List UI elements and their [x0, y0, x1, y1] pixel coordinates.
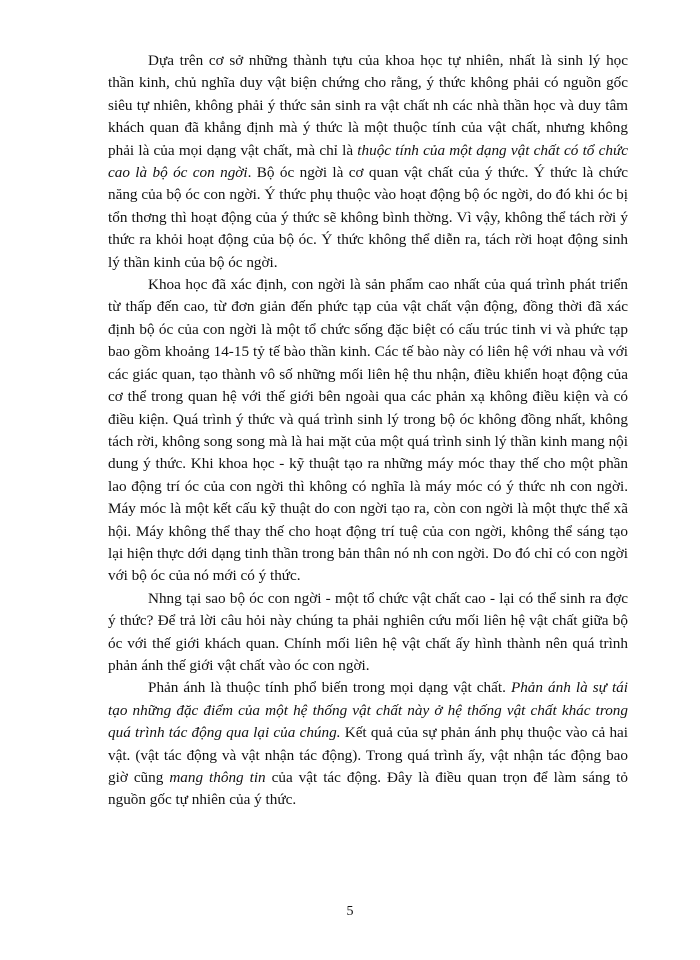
- paragraph-4: [108, 677, 628, 811]
- paragraph-4-text-1: Phản ánh là thuộc tính phổ biến trong mọi dạng vật chất.: [148, 679, 511, 697]
- paragraph-3: [108, 588, 628, 678]
- paragraph-2-text-1: Khoa học đã xác định, con ngời là sản phẩm cao nhất của quá trình phát triển từ thấp đến cao, từ đơn giản đến phức tạp của vật chất vận động, đồng thời đã xác định bộ óc của con ngời là một tổ chức sống đặc biệt có cấu trúc tinh vi và phức tạp bao gồm khoảng 14-15 tỷ tế bào thần kinh. Các tế bào này có liên hệ với nhau và với các giác quan, tạo thành vô số những mối liên hệ thu nhận, điều khiển hoạt động của cơ thể trong quan hệ với thế giới bên ngoài qua các phản xạ không điều kiện và có điều kiện. Quá trình ý thức và quá trình sinh lý trong bộ óc không đồng nhất, không tách rời, không song song mà là hai mặt của một quá trình sinh lý thần kinh mang nội dung ý thức. Khi khoa học - kỹ thuật tạo ra những máy móc thay thế cho một phần lao động trí óc của con ngời thì không có nghĩa là máy móc có ý thức nh con ngời. Máy móc là một kết cấu kỹ thuật do con ngời tạo ra, còn con ngời là một thực thể xã hội. Máy không thể thay thế cho hoạt động trí tuệ của con ngời, không thể sáng tạo lại hiện thực dới dạng tinh thần trong bản thân nó nh con ngời. Do đó chỉ có con ngời với bộ óc của nó mới có ý thức.: [108, 276, 628, 585]
- paragraph-1-text-2: . Bộ óc ngời là cơ quan vật chất của ý thức. Ý thức là chức năng của bộ óc con ngời. Ý thức phụ thuộc vào hoạt động bộ óc ngời, do đó khi óc bị tổn thơng thì hoạt động của ý thức sẽ không bình thờng. Vì vậy, không thể tách rời ý thức ra khỏi hoạt động của bộ óc. Ý thức không thể diễn ra, tách rời hoạt động sinh lý thần kinh của bộ óc ngời.: [108, 164, 628, 271]
- page-number: 5: [346, 904, 354, 919]
- paragraph-4-italic-1: Phản ánh là sự tái tạo những đặc điểm của một hệ thống vật chất này ở hệ thống vật chất khác trong quá trình tác động qua lại của chúng.: [108, 679, 628, 742]
- document-body: [108, 50, 628, 812]
- paragraph-3-text-1: Nhng tại sao bộ óc con ngời - một tổ chức vật chất cao - lại có thể sinh ra đợc ý thức? Để trả lời câu hỏi này chúng ta phải nghiên cứu mối liên hệ vật chất giữa bộ óc với thế giới khách quan. Chính mối liên hệ vật chất ấy hình thành nên quá trình phản ánh thế giới vật chất vào óc con ngời.: [108, 589, 628, 674]
- paragraph-1-text-1: Dựa trên cơ sở những thành tựu của khoa học tự nhiên, nhất là sinh lý học thần kinh, chủ nghĩa duy vật biện chứng cho rằng, ý thức không phải có nguồn gốc siêu tự nhiên, không phải ý thức sản sinh ra vật chất nh các nhà thần học và duy tâm khách quan đã khẳng định mà ý thức là một thuộc tính của vật chất, nhưng không phải là của mọi dạng vật chất, mà chỉ là: [108, 52, 628, 159]
- paragraph-4-text-3: của vật tác động. Đây là điều quan trọn để làm sáng tỏ nguồn gốc tự nhiên của ý thức.: [108, 769, 628, 809]
- paragraph-2: [108, 274, 628, 588]
- paragraph-1-italic-1: thuộc tính của một dạng vật chất có tổ chức cao là bộ óc con ngời: [108, 141, 628, 182]
- paragraph-1: [108, 50, 628, 274]
- paragraph-4-italic-2: mang thông tin: [169, 769, 266, 786]
- paragraph-4-text-2: Kết quả của sự phản ánh phụ thuộc vào cả hai vật. (vật tác động và vật nhận tác động). Trong quá trình ấy, vật nhận tác động bao giờ cũng: [108, 724, 629, 786]
